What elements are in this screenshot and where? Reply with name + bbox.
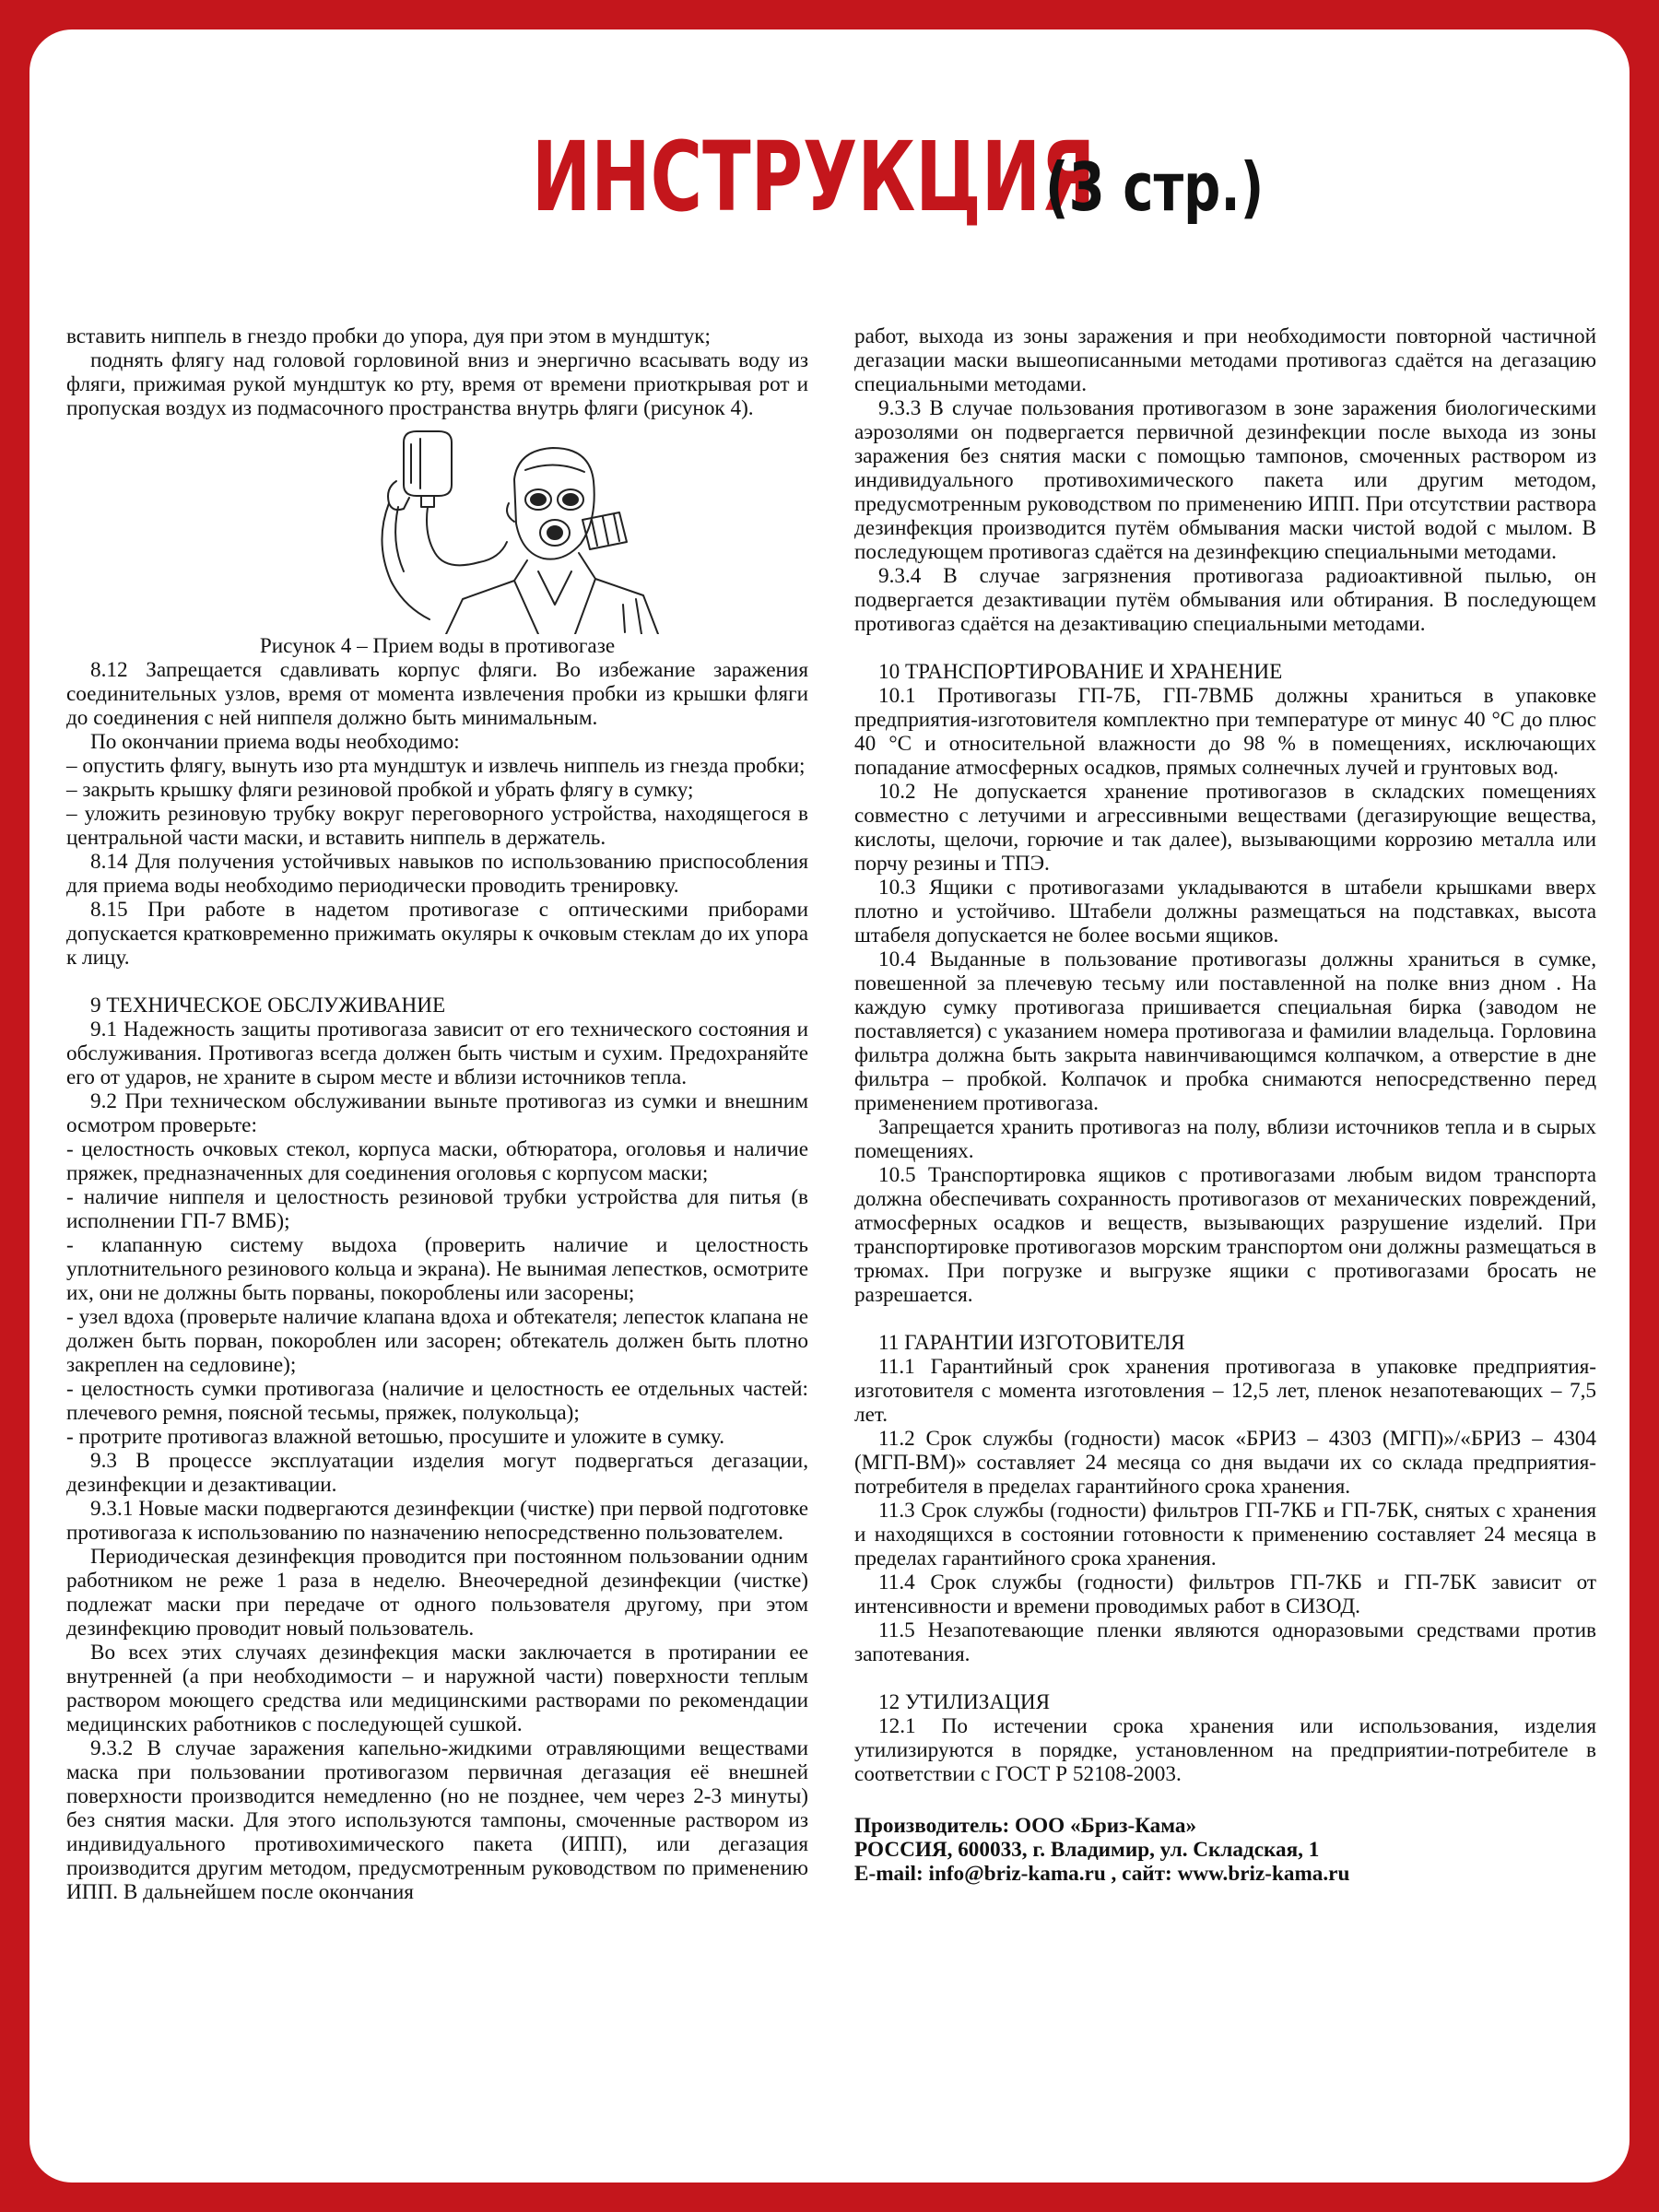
manufacturer-address: РОССИЯ, 600033, г. Владимир, ул. Складская, 1 <box>854 1838 1320 1862</box>
list-item: - наличие ниппеля и целостность резиновой трубки устройства для питья (в исполнении ГП-7 ВМБ); <box>66 1185 808 1233</box>
paragraph: 9.3.4 В случае загрязнения противогаза радиоактивной пылью, он подвергается дезактивации путём обмывания или обтирания. В последующем противогаз сдаётся на дезактивацию специальными методами. <box>854 564 1596 636</box>
paragraph: Запрещается хранить противогаз на полу, вблизи источников тепла и в сырых помещениях. <box>854 1115 1596 1163</box>
paragraph: 9.3 В процессе эксплуатации изделия могут подвергаться дегазации, дезинфекции и дезактивации. <box>66 1449 808 1497</box>
section-heading: 12 УТИЛИЗАЦИЯ <box>878 1690 1051 1714</box>
gas-mask-illustration <box>66 424 808 634</box>
manufacturer-name: Производитель: ООО «Бриз-Кама» <box>854 1814 1197 1838</box>
section-heading: 10 ТРАНСПОРТИРОВАНИЕ И ХРАНЕНИЕ <box>878 660 1283 684</box>
list-item: – закрыть крышку фляги резиновой пробкой и убрать флягу в сумку; <box>66 778 694 802</box>
list-item: – опустить флягу, вынуть изо рта мундштук и извлечь ниппель из гнезда пробки; <box>66 754 806 778</box>
figure-water-intake <box>66 424 808 634</box>
paragraph: 11.1 Гарантийный срок хранения противогаза в упаковке предприятия-изготовителя с момента изготовления – 12,5 лет, пленок незапотевающих – 7,5 лет. <box>854 1355 1596 1427</box>
paragraph: 8.14 Для получения устойчивых навыков по использованию приспособления для приема воды необходимо периодически проводить тренировку. <box>66 850 808 898</box>
paragraph: 9.1 Надежность защиты противогаза зависит от его технического состояния и обслуживания. Противогаз всегда должен быть чистым и сухим. Предохраняйте его от ударов, не храните в сыром месте и вблизи источников тепла. <box>66 1018 808 1089</box>
paragraph: 9.3.1 Новые маски подвергаются дезинфекции (чистке) при первой подготовке противогаза к использованию по назначению непосредственно пользователем. <box>66 1497 808 1545</box>
paragraph: 10.5 Транспортировка ящиков с противогазами любым видом транспорта должна обеспечивать сохранность противогазов от механических повреждений, атмосферных осадков и веществ, вызывающих разрушение изделий. При транспортировке противогазов морским транспортом они должны размещаться в трюмах. При погрузке и выгрузке ящики с противогазами бросать не разрешается. <box>854 1163 1596 1307</box>
figure-caption: Рисунок 4 – Прием воды в противогазе <box>259 634 616 658</box>
paragraph: 10.2 Не допускается хранение противогазов в складских помещениях совместно с летучими и агрессивными веществами (дегазирующие вещества, кислоты, щелочи, горючие и так далее), вызывающими коррозию металла или порчу резины и ТПЭ. <box>854 780 1596 876</box>
section-heading: 11 ГАРАНТИИ ИЗГОТОВИТЕЛЯ <box>878 1331 1185 1355</box>
paragraph: 10.1 Противогазы ГП-7Б, ГП-7ВМБ должны храниться в упаковке предприятия-изготовителя комплектно при температуре от минус 40 °С до плюс 40 °С и относительной влажности до 98 % в помещениях, исключающих попадание атмосферных осадков, прямых солнечных лучей и грунтовых вод. <box>854 684 1596 780</box>
paragraph: По окончании приема воды необходимо: <box>90 730 460 754</box>
paragraph: поднять флягу над головой горловиной вниз и энергично всасывать воду из фляги, прижимая рукой мундштук ко рту, время от времени приоткрывая рот и пропуская воздух из подмасочного пространства внутрь фляги (рисунок 4). <box>66 348 808 420</box>
paragraph: 10.4 Выданные в пользование противогазы должны храниться в сумке, повешенной за плечевую тесьму или поставленной на полке вниз дном . На каждую сумку противогаза пришивается специальная бирка (заводом не поставляется) с указанием номера противогаза и фамилии владельца. Горловина фильтра должна быть закрыта навинчивающимся колпачком, а отверстие в дне фильтра – пробкой. Колпачок и пробка снимаются непосредственно перед применением противогаза. <box>854 947 1596 1115</box>
manufacturer-contacts: E-mail: info@briz-kama.ru , сайт: www.briz-kama.ru <box>854 1862 1350 1886</box>
section-heading: 9 ТЕХНИЧЕСКОЕ ОБСЛУЖИВАНИЕ <box>90 994 446 1018</box>
paragraph: Периодическая дезинфекция проводится при постоянном пользовании одним работником не реже 1 раза в неделю. Внеочередной дезинфекции (чистке) подлежат маски при передаче от одного пользователя другому, при этом дезинфекцию проводит новый пользователь. <box>66 1545 808 1641</box>
left-column <box>66 324 808 1904</box>
paragraph: 11.5 Незапотевающие пленки являются одноразовыми средствами против запотевания. <box>854 1618 1596 1666</box>
paragraph: работ, выхода из зоны заражения и при необходимости повторной частичной дегазации маски вышеописанными методами противогаз сдаётся на дегазацию специальными методами. <box>854 324 1596 396</box>
paragraph: 8.15 При работе в надетом противогазе с оптическими приборами допускается кратковременно прижимать окуляры к очковым стеклам до их упора к лицу. <box>66 898 808 970</box>
paragraph: 9.3.3 В случае пользования противогазом в зоне заражения биологическими аэрозолями он подвергается первичной дезинфекции после выхода из зоны заражения без снятия маски с помощью тампонов, смоченных раствором из индивидуального противохимического пакета или другим методом, предусмотренным руководством по применению ИПП. При отсутствии раствора дезинфекция производится путём обмывания маски чистой водой с мылом. В последующем противогаз сдаётся на дезинфекцию специальными методами. <box>854 396 1596 564</box>
paragraph: 11.3 Срок службы (годности) фильтров ГП-7КБ и ГП-7БК, снятых с хранения и находящихся в состоянии готовности к применению составляет 24 месяца в пределах гарантийного срока хранения. <box>854 1499 1596 1571</box>
list-item: - узел вдоха (проверьте наличие клапана вдоха и обтекателя; лепесток клапана не должен быть порван, покороблен или засорен; обтекатель должен быть плотно закреплен на седловине); <box>66 1305 808 1377</box>
right-column <box>854 324 1596 1886</box>
list-item: - целостность очковых стекол, корпуса маски, обтюратора, оголовья и наличие пряжек, предназначенных для соединения оголовья с корпусом маски; <box>66 1137 808 1185</box>
list-item: – уложить резиновую трубку вокруг переговорного устройства, находящегося в центральной части маски, и вставить ниппель в держатель. <box>66 802 808 850</box>
page-title <box>0 121 1659 233</box>
paragraph: 11.2 Срок службы (годности) масок «БРИЗ – 4303 (МГП)»/«БРИЗ – 4304 (МГП-ВМ)» составляет 24 месяца со дня выдачи их со склада предприятия-потребителя в пределах гарантийного срока хранения. <box>854 1427 1596 1499</box>
paragraph: 10.3 Ящики с противогазами укладываются в штабели крышками вверх плотно и устойчиво. Штабели должны размещаться на подставках, высота штабеля допускается не более восьми ящиков. <box>854 876 1596 947</box>
paragraph: 12.1 По истечении срока хранения или использования, изделия утилизируются в порядке, установленном на предприятии-потребителе в соответствии с ГОСТ Р 52108-2003. <box>854 1714 1596 1786</box>
paragraph: 9.3.2 В случае заражения капельно-жидкими отравляющими веществами маска при пользовании противогазом первичная дегазация её внешней поверхности производится немедленно (но не позднее, чем через 2-3 минуты) без снятия маски. Для этого используются тампоны, смоченные раствором из индивидуального противохимического пакета (ИПП), или дегазация производится другим методом, предусмотренным руководством по применению ИПП. В дальнейшем после окончания <box>66 1736 808 1904</box>
list-item: - протрите противогаз влажной ветошью, просушите и уложите в сумку. <box>66 1425 724 1449</box>
paragraph: 11.4 Срок службы (годности) фильтров ГП-7КБ и ГП-7БК зависит от интенсивности и времени проводимых работ в СИЗОД. <box>854 1571 1596 1618</box>
paragraph: вставить ниппель в гнездо пробки до упора, дуя при этом в мундштук; <box>66 324 711 348</box>
paragraph: 9.2 При техническом обслуживании выньте противогаз из сумки и внешним осмотром проверьте: <box>66 1089 808 1137</box>
manufacturer-block <box>854 1814 1596 1886</box>
title-main: ИНСТРУКЦИЯ <box>531 121 1096 233</box>
title-page-number: (3 стр.) <box>1044 148 1265 226</box>
paragraph: 8.12 Запрещается сдавливать корпус фляги. Во избежание заражения соединительных узлов, время от момента извлечения пробки из крышки фляги до соединения с ней ниппеля должно быть минимальным. <box>66 658 808 730</box>
list-item: - целостность сумки противогаза (наличие и целостность ее отдельных частей: плечевого ремня, поясной тесьмы, пряжек, полукольца); <box>66 1377 808 1425</box>
paragraph: Во всех этих случаях дезинфекция маски заключается в протирании ее внутренней (а при необходимости – и наружной части) поверхности теплым раствором моющего средства или медицинскими растворами по рекомендации медицинских работников с последующей сушкой. <box>66 1641 808 1736</box>
list-item: - клапанную систему выдоха (проверить наличие и целостность уплотнительного резинового кольца и экрана). Не вынимая лепестков, осмотрите их, они не должны быть порваны, покороблены или засорены; <box>66 1233 809 1305</box>
